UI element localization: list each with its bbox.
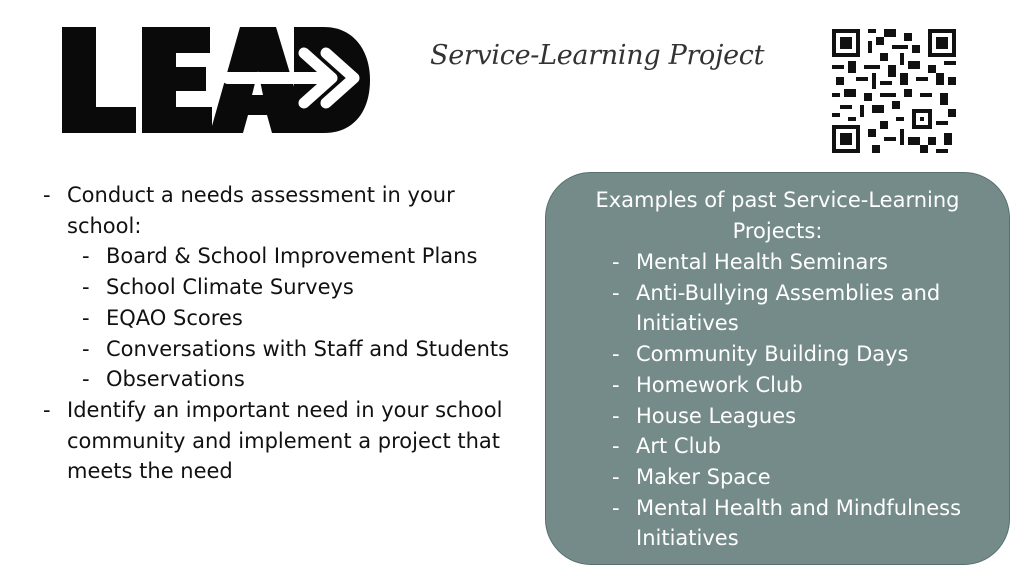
example-item: - Art Club <box>612 434 722 459</box>
example-item: - Mental Health Seminars <box>612 250 888 274</box>
sub-list-item: - Board & School Improvement Plans <box>82 244 478 269</box>
example-item-text: Maker Space <box>636 464 771 489</box>
example-item: - House Leagues <box>612 403 797 428</box>
sub-list-item: - School Climate Surveys <box>82 275 354 300</box>
examples-title: Examples of past Service-Learning Projects: <box>595 188 960 243</box>
needs-assessment-list <box>40 180 510 487</box>
examples-list <box>606 247 986 554</box>
sub-list-item: - Observations <box>82 367 245 392</box>
example-item-text: Homework Club <box>636 372 803 397</box>
example-item-text: Anti-Bullying Assemblies and Initiatives <box>636 280 941 336</box>
sub-list-item-text: EQAO Scores <box>106 305 243 330</box>
lead-logo-icon <box>62 25 372 137</box>
example-item: - Maker Space <box>612 464 771 489</box>
example-item: - Homework Club <box>612 372 803 397</box>
list-item-text: Conduct a needs assessment in your school: <box>67 183 455 238</box>
example-item: - Anti-Bullying Assemblies and Initiatives <box>612 280 941 336</box>
example-item-text: Community Building Days <box>636 342 909 367</box>
page-title: Service-Learning Project <box>430 40 765 71</box>
sub-list-item-text: Observations <box>106 367 245 392</box>
list-item-text: Identify an important need in your school community and implement a project that meets the need <box>67 397 503 484</box>
example-item-text: Mental Health Seminars <box>636 250 888 274</box>
sub-list-item-text: Board & School Improvement Plans <box>106 244 478 269</box>
examples-panel <box>545 172 1010 565</box>
sub-list-item: - EQAO Scores <box>82 305 243 330</box>
list-item: - Identify an important need in your school community and implement a project that meets the need <box>43 397 503 484</box>
list-item: - Conduct a needs assessment in your school: <box>43 183 455 238</box>
example-item-text: House Leagues <box>636 403 797 428</box>
sub-list-item-text: Conversations with Staff and Students <box>106 336 510 361</box>
sub-list-item-text: School Climate Surveys <box>106 275 354 300</box>
example-item: - Community Building Days <box>612 342 909 367</box>
example-item-text: Mental Health and Mindfulness Initiatives <box>636 495 962 551</box>
qr-code-icon <box>832 29 956 153</box>
sub-list-item: - Conversations with Staff and Students <box>82 336 510 361</box>
example-item: - Mental Health and Mindfulness Initiatives <box>612 495 962 551</box>
example-item-text: Art Club <box>636 434 722 459</box>
